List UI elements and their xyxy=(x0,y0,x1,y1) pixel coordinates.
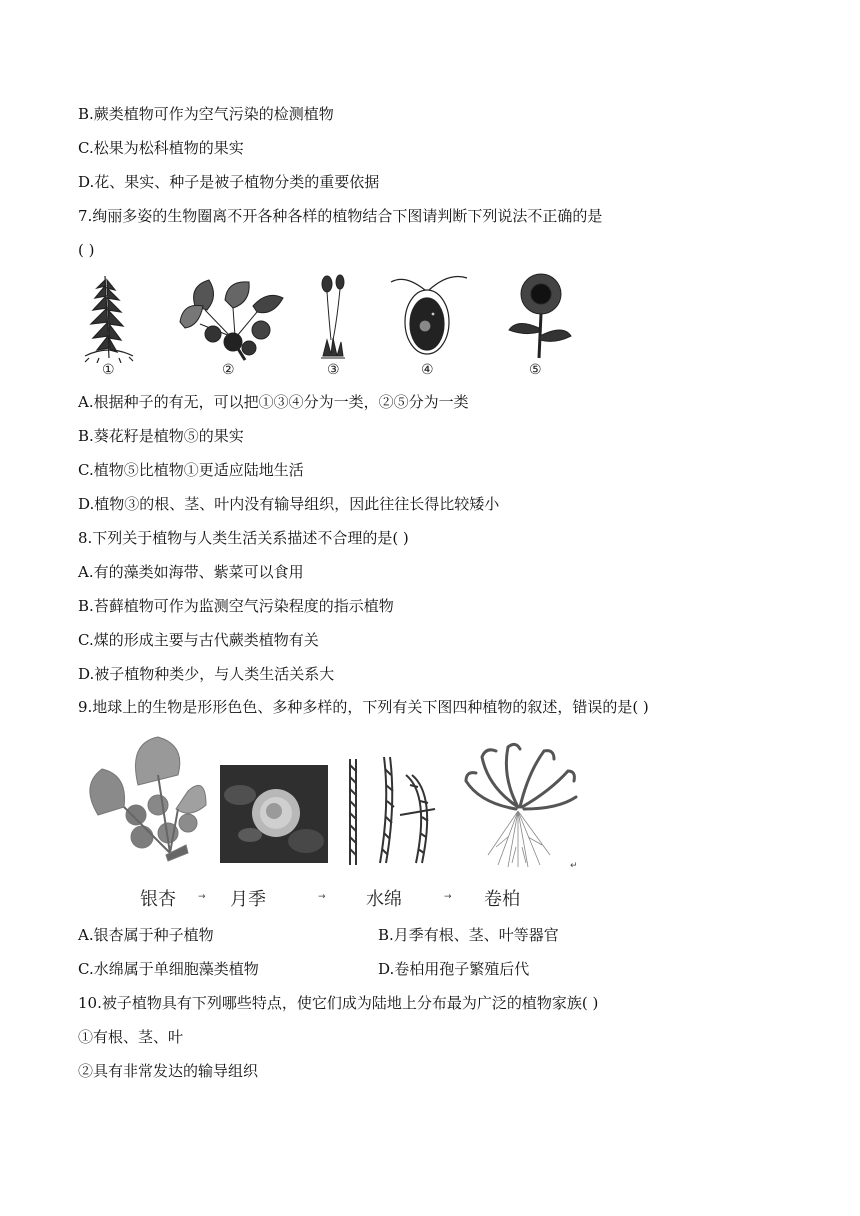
q10-item-1: ①有根、茎、叶 xyxy=(78,1028,184,1046)
q9-option-b: B.月季有根、茎、叶等器官 xyxy=(378,926,559,944)
q6-option-d: D.花、果实、种子是被子植物分类的重要依据 xyxy=(78,173,380,191)
q7-option-d: D.植物③的根、茎、叶内没有输导组织，因此往往长得比较矮小 xyxy=(78,495,500,513)
fig-label-rose: 月季 xyxy=(230,889,266,910)
q6-option-c: C.松果为松科植物的果实 xyxy=(78,139,244,157)
q10-stem: 10.被子植物具有下列哪些特点，使它们成为陆地上分布最为广泛的植物家族( ) xyxy=(78,994,599,1012)
q8-option-d: D.被子植物种类少，与人类生活关系大 xyxy=(78,665,335,683)
moss-drawing xyxy=(313,270,353,360)
q7-option-c: C.植物⑤比植物①更适应陆地生活 xyxy=(78,461,304,479)
return-mark: ↵ xyxy=(570,861,578,871)
q9-stem: 9.地球上的生物是形形色色、多种多样的，下列有关下图四种植物的叙述，错误的是( ) xyxy=(78,698,649,716)
fig-label-5: ⑤ xyxy=(529,362,542,378)
q7-plant-figure xyxy=(75,268,575,383)
arrow-3: → xyxy=(444,892,452,902)
fig-label-1: ① xyxy=(102,362,115,378)
ginkgo-drawing xyxy=(175,276,290,361)
fern-drawing xyxy=(75,268,145,363)
q8-option-a: A.有的藻类如海带、紫菜可以食用 xyxy=(78,563,304,581)
selaginella-drawing xyxy=(458,737,583,869)
q9-option-d: D.卷柏用孢子繁殖后代 xyxy=(378,960,530,978)
q8-stem: 8.下列关于植物与人类生活关系描述不合理的是( ) xyxy=(78,529,409,547)
q9-plant-figure xyxy=(78,735,583,915)
ginkgo-photo xyxy=(78,735,208,865)
q9-option-c: C.水绵属于单细胞藻类植物 xyxy=(78,960,259,978)
q6-option-b: B.蕨类植物可作为空气污染的检测植物 xyxy=(78,105,334,123)
fig-label-ginkgo: 银杏 xyxy=(140,889,176,910)
arrow-2: → xyxy=(318,892,326,902)
q7-answer-paren: ( ) xyxy=(78,241,95,259)
q10-item-2: ②具有非常发达的输导组织 xyxy=(78,1062,259,1080)
q7-stem: 7.绚丽多姿的生物圈离不开各种各样的植物结合下图请判断下列说法不正确的是 xyxy=(78,207,603,225)
sunflower-drawing xyxy=(503,270,583,360)
fig-label-spirogyra: 水绵 xyxy=(366,889,402,910)
q8-option-b: B.苔藓植物可作为监测空气污染程度的指示植物 xyxy=(78,597,394,615)
fig-label-3: ③ xyxy=(327,362,340,378)
arrow-1: → xyxy=(198,892,206,902)
rose-photo xyxy=(220,765,328,863)
spirogyra-drawing xyxy=(340,755,450,870)
q7-option-a: A.根据种子的有无，可以把①③④分为一类，②⑤分为一类 xyxy=(78,393,469,411)
chlamydomonas-drawing xyxy=(385,270,475,360)
fig-label-2: ② xyxy=(222,362,235,378)
q8-option-c: C.煤的形成主要与古代蕨类植物有关 xyxy=(78,631,319,649)
q9-option-a: A.银杏属于种子植物 xyxy=(78,926,214,944)
fig-label-selaginella: 卷柏 xyxy=(484,889,520,910)
fig-label-4: ④ xyxy=(421,362,434,378)
q7-option-b: B.葵花籽是植物⑤的果实 xyxy=(78,427,244,445)
